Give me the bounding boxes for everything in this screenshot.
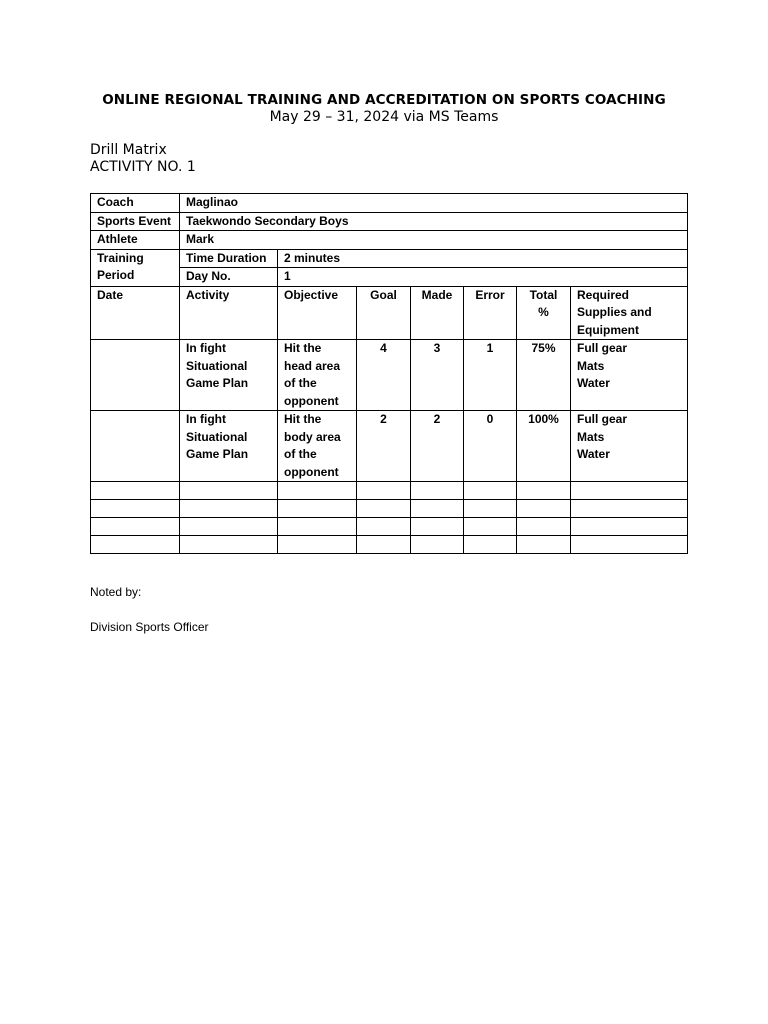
table-row	[91, 411, 688, 482]
noted-by-label: Noted by:	[90, 585, 142, 599]
empty-cell	[91, 518, 180, 536]
training-period-line: Training	[97, 250, 144, 265]
row-date-cell	[91, 411, 180, 482]
empty-cell	[278, 500, 357, 518]
time-duration-label: Time Duration	[180, 249, 278, 268]
empty-cell	[91, 482, 180, 500]
empty-table-row	[91, 518, 688, 536]
drill-matrix-label: Drill Matrix	[90, 142, 167, 158]
training-period-label	[91, 249, 180, 286]
column-header-total-line: %	[538, 305, 549, 319]
column-header-total-line: Total	[529, 287, 558, 302]
time-duration-value: 2 minutes	[278, 249, 688, 268]
empty-cell	[464, 500, 517, 518]
day-no-label: Day No.	[180, 268, 278, 287]
empty-cell	[357, 536, 411, 554]
column-header-supplies-line: Equipment	[577, 322, 639, 337]
row-objective-cell	[278, 340, 357, 411]
empty-cell	[411, 482, 464, 500]
empty-cell	[464, 518, 517, 536]
empty-cell	[517, 482, 571, 500]
column-header-supplies-line: Supplies and	[577, 305, 652, 319]
row-made-cell: 3	[411, 340, 464, 411]
row-activity-line: Game Plan	[186, 376, 249, 390]
row-activity-line: Game Plan	[186, 447, 249, 461]
empty-table-row	[91, 536, 688, 554]
column-header-activity: Activity	[180, 286, 278, 340]
empty-cell	[517, 500, 571, 518]
empty-cell	[517, 536, 571, 554]
row-objective-line: of the	[284, 376, 317, 390]
row-objective-line: Hit the	[284, 341, 322, 355]
row-error-cell: 1	[464, 340, 517, 411]
row-objective-line: of the	[284, 447, 317, 461]
empty-table-row	[91, 500, 688, 518]
row-objective-line: opponent	[284, 393, 339, 408]
empty-cell	[571, 536, 688, 554]
column-header-goal: Goal	[357, 286, 411, 340]
row-objective-line: opponent	[284, 464, 339, 479]
activity-number-label: ACTIVITY NO. 1	[90, 159, 196, 175]
coach-value: Maglinao	[180, 194, 688, 213]
empty-cell	[411, 518, 464, 536]
empty-cell	[411, 536, 464, 554]
row-activity-line: Situational	[186, 358, 248, 373]
athlete-row	[91, 231, 688, 250]
row-total-cell: 75%	[517, 340, 571, 411]
sports-event-label: Sports Event	[91, 212, 180, 231]
row-made-cell: 2	[411, 411, 464, 482]
row-objective-line: Hit the	[284, 412, 322, 426]
row-error-cell: 0	[464, 411, 517, 482]
empty-cell	[278, 482, 357, 500]
column-header-error: Error	[464, 286, 517, 340]
training-period-line: Period	[97, 268, 135, 282]
row-goal-cell: 2	[357, 411, 411, 482]
empty-cell	[357, 518, 411, 536]
row-objective-line: body area	[284, 429, 341, 444]
column-header-objective: Objective	[278, 286, 357, 340]
row-supplies-line: Full gear	[577, 341, 628, 355]
row-activity-line: In fight	[186, 341, 226, 355]
row-objective-line: head area	[284, 358, 341, 373]
day-no-value: 1	[278, 268, 688, 287]
empty-cell	[411, 500, 464, 518]
column-header-date: Date	[91, 286, 180, 340]
division-sports-officer-label: Division Sports Officer	[90, 620, 209, 634]
empty-cell	[357, 500, 411, 518]
empty-cell	[180, 482, 278, 500]
empty-cell	[571, 518, 688, 536]
table-row	[91, 340, 688, 411]
coach-label: Coach	[91, 194, 180, 213]
empty-cell	[91, 500, 180, 518]
row-supplies-line: Mats	[577, 429, 605, 444]
row-supplies-line: Water	[577, 376, 610, 390]
empty-cell	[464, 482, 517, 500]
empty-cell	[180, 500, 278, 518]
row-activity-cell	[180, 411, 278, 482]
empty-cell	[571, 482, 688, 500]
sports-event-value: Taekwondo Secondary Boys	[180, 212, 688, 231]
sports-event-row	[91, 212, 688, 231]
row-objective-cell	[278, 411, 357, 482]
empty-cell	[180, 536, 278, 554]
row-supplies-line: Mats	[577, 358, 605, 373]
time-duration-row	[91, 249, 688, 268]
empty-cell	[180, 518, 278, 536]
row-supplies-line: Water	[577, 447, 610, 461]
document-title: ONLINE REGIONAL TRAINING AND ACCREDITATION ON SPORTS COACHING	[102, 92, 666, 108]
empty-cell	[517, 518, 571, 536]
day-no-row	[91, 268, 688, 287]
row-supplies-line: Full gear	[577, 412, 628, 426]
empty-cell	[464, 536, 517, 554]
row-date-cell	[91, 340, 180, 411]
column-header-supplies-line: Required	[577, 287, 630, 302]
athlete-label: Athlete	[91, 231, 180, 250]
row-goal-cell: 4	[357, 340, 411, 411]
empty-cell	[91, 536, 180, 554]
row-supplies-cell	[571, 340, 688, 411]
row-activity-line: Situational	[186, 429, 248, 444]
empty-cell	[278, 518, 357, 536]
row-total-cell: 100%	[517, 411, 571, 482]
empty-table-row	[91, 482, 688, 500]
drill-matrix-table	[90, 193, 688, 554]
column-header-made: Made	[411, 286, 464, 340]
document-subtitle: May 29 – 31, 2024 via MS Teams	[269, 109, 499, 125]
empty-cell	[357, 482, 411, 500]
row-activity-cell	[180, 340, 278, 411]
empty-cell	[571, 500, 688, 518]
athlete-value: Mark	[180, 231, 688, 250]
row-supplies-cell	[571, 411, 688, 482]
column-header-supplies	[571, 286, 688, 340]
empty-cell	[278, 536, 357, 554]
coach-row	[91, 194, 688, 213]
column-header-total	[517, 286, 571, 340]
row-activity-line: In fight	[186, 412, 226, 426]
column-header-row	[91, 286, 688, 340]
